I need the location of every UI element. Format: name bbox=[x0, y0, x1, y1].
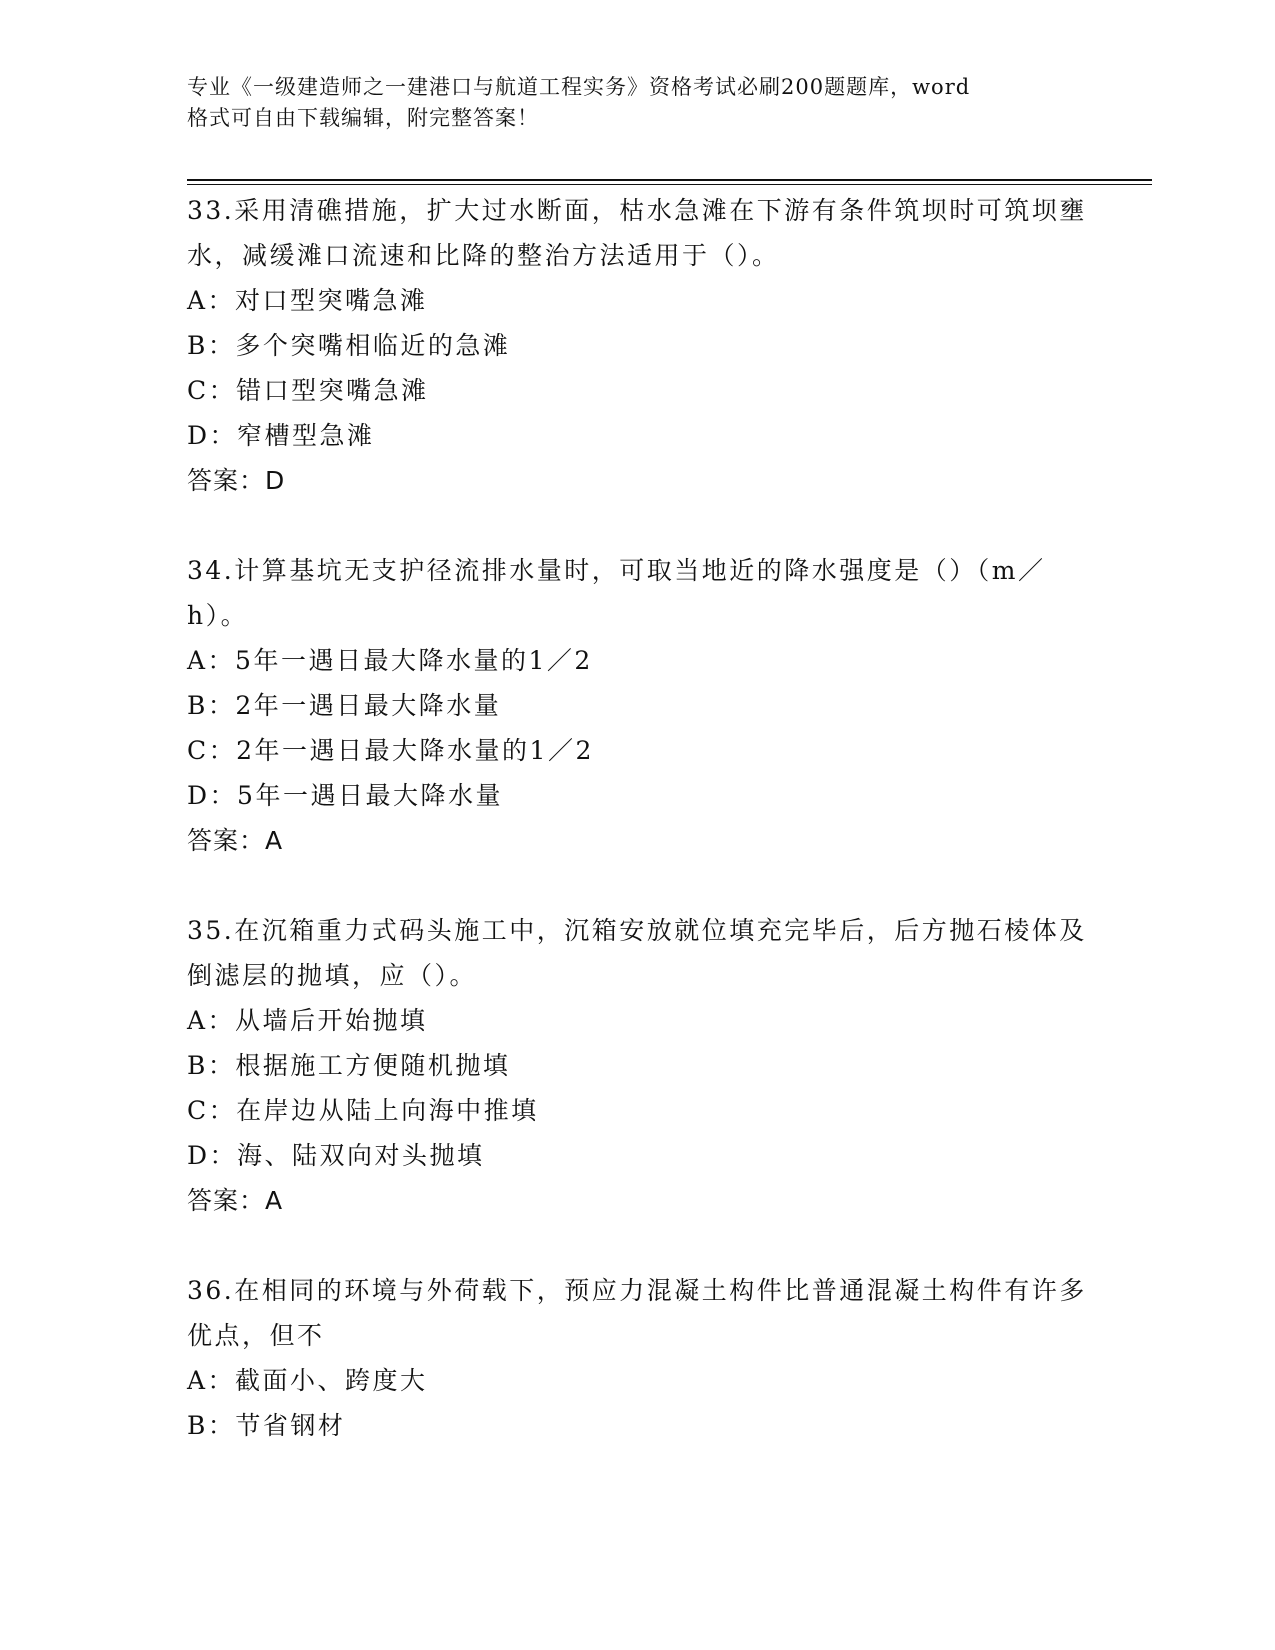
option-c: C：在岸边从陆上向海中推填 bbox=[187, 1096, 539, 1125]
question-list bbox=[187, 188, 1087, 1493]
header-divider-thick bbox=[187, 179, 1152, 181]
answer-text: 答案：A bbox=[187, 826, 284, 855]
option-a: A：截面小、跨度大 bbox=[187, 1366, 428, 1395]
option-d: D：海、陆双向对头抛填 bbox=[187, 1141, 485, 1170]
option-b: B：2年一遇日最大降水量 bbox=[187, 691, 502, 720]
header-divider-thin bbox=[187, 184, 1152, 185]
question-35 bbox=[187, 908, 1087, 1223]
option-d: D：5年一遇日最大降水量 bbox=[187, 781, 503, 810]
question-text: 36.在相同的环境与外荷载下，预应力混凝土构件比普通混凝土构件有许多优点，但不 bbox=[187, 1276, 1087, 1350]
question-text: 34.计算基坑无支护径流排水量时，可取当地近的降水强度是（）（m／h）。 bbox=[187, 556, 1046, 630]
option-c: C：错口型突嘴急滩 bbox=[187, 376, 429, 405]
document-header bbox=[187, 72, 1087, 134]
answer-text: 答案：D bbox=[187, 466, 286, 495]
option-a: A：从墙后开始抛填 bbox=[187, 1006, 428, 1035]
question-34 bbox=[187, 548, 1087, 863]
question-text: 33.采用清礁措施，扩大过水断面，枯水急滩在下游有条件筑坝时可筑坝壅水，减缓滩口流速和比降的整治方法适用于（）。 bbox=[187, 196, 1087, 270]
option-c: C：2年一遇日最大降水量的1／2 bbox=[187, 736, 594, 765]
header-line-1: 专业《一级建造师之一建港口与航道工程实务》资格考试必刷200题题库，word bbox=[187, 75, 971, 99]
option-a: A：5年一遇日最大降水量的1／2 bbox=[187, 646, 593, 675]
question-33 bbox=[187, 188, 1087, 503]
option-d: D：窄槽型急滩 bbox=[187, 421, 375, 450]
header-line-2: 格式可自由下载编辑，附完整答案！ bbox=[187, 106, 539, 130]
question-text: 35.在沉箱重力式码头施工中，沉箱安放就位填充完毕后，后方抛石棱体及倒滤层的抛填，应（）。 bbox=[187, 916, 1087, 990]
option-a: A：对口型突嘴急滩 bbox=[187, 286, 428, 315]
answer-text: 答案：A bbox=[187, 1186, 284, 1215]
option-b: B：多个突嘴相临近的急滩 bbox=[187, 331, 511, 360]
option-b: B：根据施工方便随机抛填 bbox=[187, 1051, 511, 1080]
question-36 bbox=[187, 1268, 1087, 1448]
option-b: B：节省钢材 bbox=[187, 1411, 346, 1440]
